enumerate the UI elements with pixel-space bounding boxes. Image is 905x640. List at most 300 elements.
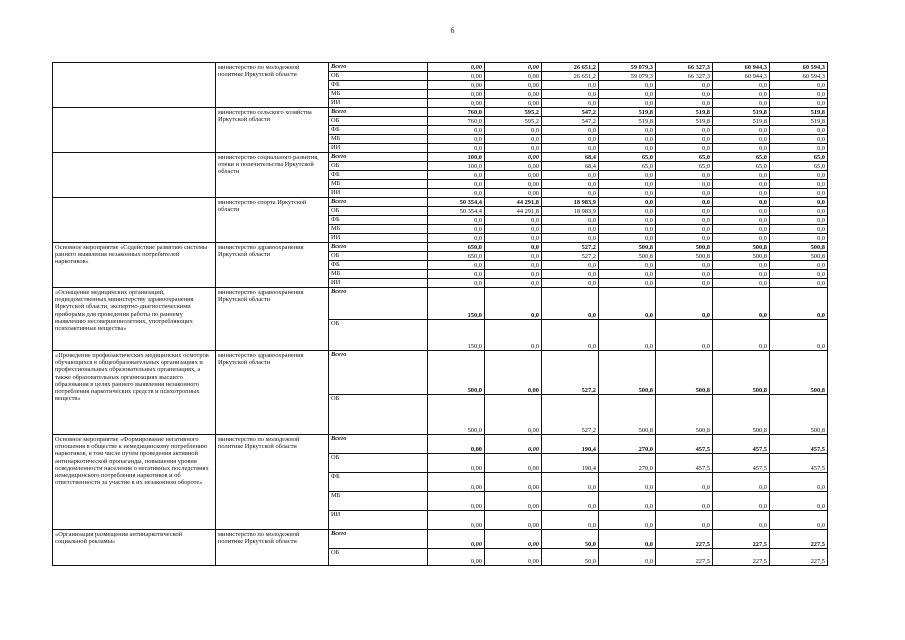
value-cell: 0,0 xyxy=(599,189,656,198)
value-cell: 100,0 xyxy=(428,153,485,162)
value-cell: 65,0 xyxy=(770,153,828,162)
measure-cell xyxy=(53,108,216,153)
value-cell: 0,0 xyxy=(599,126,656,135)
value-cell: 760,0 xyxy=(428,108,485,117)
value-cell: 60 594,3 xyxy=(770,72,828,81)
value-cell: 0,0 xyxy=(656,511,713,530)
measure-cell xyxy=(53,63,216,108)
value-cell: 0,0 xyxy=(770,99,828,108)
source-cell: ОБ xyxy=(329,117,428,126)
value-cell: 0,0 xyxy=(770,261,828,270)
value-cell: 0,0 xyxy=(656,225,713,234)
value-cell: 0,0 xyxy=(770,234,828,243)
value-cell: 0,0 xyxy=(542,234,599,243)
value-cell: 0,0 xyxy=(656,288,713,320)
source-cell: Всего xyxy=(329,108,428,117)
value-cell: 0,00 xyxy=(485,81,542,90)
source-cell: МБ xyxy=(329,492,428,511)
table-row xyxy=(53,351,828,395)
value-cell: 0,0 xyxy=(542,90,599,99)
value-cell: 0,0 xyxy=(656,492,713,511)
value-cell: 0,00 xyxy=(428,473,485,492)
value-cell: 500,8 xyxy=(599,252,656,261)
value-cell: 66 327,3 xyxy=(656,63,713,72)
value-cell: 519,8 xyxy=(599,108,656,117)
value-cell: 0,0 xyxy=(428,216,485,225)
value-cell: 0,0 xyxy=(485,126,542,135)
value-cell: 18 983,9 xyxy=(542,198,599,207)
value-cell: 0,0 xyxy=(428,234,485,243)
value-cell: 0,0 xyxy=(428,171,485,180)
value-cell: 0,0 xyxy=(713,492,770,511)
value-cell: 26 651,2 xyxy=(542,72,599,81)
measure-cell xyxy=(53,198,216,243)
source-cell: ФБ xyxy=(329,261,428,270)
value-cell: 500,8 xyxy=(770,252,828,261)
source-cell: ОБ xyxy=(329,549,428,566)
value-cell: 0,0 xyxy=(542,492,599,511)
value-cell: 59 079,3 xyxy=(599,72,656,81)
value-cell: 595,2 xyxy=(485,108,542,117)
value-cell: 0,00 xyxy=(428,530,485,549)
value-cell: 0,0 xyxy=(713,90,770,99)
value-cell: 0,00 xyxy=(428,454,485,473)
value-cell: 227,5 xyxy=(713,549,770,566)
value-cell: 60 944,3 xyxy=(713,72,770,81)
measure-cell: «Оснащение медицинских организаций, подведомственных министерству здравоохранения Иркутской области, экспертно-диагностическими приборами для проведения работы по раннему выявлению несовершеннолетних, употребляющих психоактивные вещества» xyxy=(53,288,216,351)
value-cell: 0,0 xyxy=(599,234,656,243)
value-cell: 0,0 xyxy=(656,207,713,216)
value-cell: 0,00 xyxy=(428,549,485,566)
value-cell: 0,0 xyxy=(713,81,770,90)
value-cell: 150,0 xyxy=(428,288,485,320)
source-cell: ОБ xyxy=(329,252,428,261)
value-cell: 0,0 xyxy=(599,81,656,90)
value-cell: 519,8 xyxy=(713,108,770,117)
source-cell: ИИ xyxy=(329,234,428,243)
value-cell: 0,0 xyxy=(713,511,770,530)
table-row xyxy=(53,243,828,252)
source-cell: Всего xyxy=(329,530,428,549)
source-cell: ФБ xyxy=(329,81,428,90)
value-cell: 0,0 xyxy=(542,473,599,492)
value-cell: 44 291,8 xyxy=(485,198,542,207)
source-cell: ОБ xyxy=(329,207,428,216)
value-cell: 50 354,4 xyxy=(428,198,485,207)
value-cell: 500,0 xyxy=(428,395,485,435)
value-cell: 65,0 xyxy=(656,153,713,162)
source-cell: Всего xyxy=(329,351,428,395)
source-cell: ИИ xyxy=(329,189,428,198)
value-cell: 500,8 xyxy=(599,351,656,395)
value-cell: 0,0 xyxy=(656,261,713,270)
value-cell: 0,0 xyxy=(656,171,713,180)
value-cell: 0,0 xyxy=(485,270,542,279)
value-cell: 0,0 xyxy=(428,189,485,198)
responsible-cell: министерство по молодежной политике Иркутской области xyxy=(216,63,329,108)
value-cell: 50,0 xyxy=(542,549,599,566)
value-cell: 0,0 xyxy=(713,144,770,153)
value-cell: 0,0 xyxy=(713,270,770,279)
value-cell: 0,00 xyxy=(485,171,542,180)
value-cell: 0,00 xyxy=(428,492,485,511)
source-cell: ОБ xyxy=(329,162,428,171)
value-cell: 0,0 xyxy=(656,216,713,225)
value-cell: 0,0 xyxy=(599,225,656,234)
source-cell: МБ xyxy=(329,270,428,279)
value-cell: 0,0 xyxy=(599,135,656,144)
source-cell: Всего xyxy=(329,153,428,162)
value-cell: 18 983,9 xyxy=(542,207,599,216)
value-cell: 59 079,3 xyxy=(599,63,656,72)
source-cell: ОБ xyxy=(329,72,428,81)
value-cell: 0,00 xyxy=(428,511,485,530)
value-cell: 500,8 xyxy=(770,243,828,252)
value-cell: 0,00 xyxy=(485,180,542,189)
value-cell: 0,0 xyxy=(713,473,770,492)
source-cell: Всего xyxy=(329,243,428,252)
value-cell: 0,0 xyxy=(542,225,599,234)
value-cell: 0,0 xyxy=(485,216,542,225)
value-cell: 0,00 xyxy=(428,72,485,81)
value-cell: 65,0 xyxy=(599,153,656,162)
value-cell: 0,0 xyxy=(770,270,828,279)
value-cell: 500,8 xyxy=(656,252,713,261)
source-cell: ФБ xyxy=(329,126,428,135)
value-cell: 500,8 xyxy=(656,395,713,435)
value-cell: 68,4 xyxy=(542,153,599,162)
source-cell: МБ xyxy=(329,135,428,144)
value-cell: 500,8 xyxy=(656,243,713,252)
value-cell: 0,0 xyxy=(770,198,828,207)
value-cell: 0,0 xyxy=(713,189,770,198)
value-cell: 0,0 xyxy=(485,288,542,320)
value-cell: 0,0 xyxy=(656,90,713,99)
value-cell: 0,0 xyxy=(656,144,713,153)
value-cell: 0,0 xyxy=(599,144,656,153)
value-cell: 0,00 xyxy=(485,549,542,566)
measure-cell: Основное мероприятие «Формирование негативного отношения в обществе к немедицинскому потреблению наркотиков, в том числе путем проведения активной антинаркотической пропаганды, повышения уровня осведомленности населения о негативных последствиях немедицинского потребления наркотиков и об ответственности за участие в их незаконном обороте» xyxy=(53,435,216,530)
value-cell: 0,0 xyxy=(713,207,770,216)
value-cell: 0,0 xyxy=(542,126,599,135)
value-cell: 527,2 xyxy=(542,243,599,252)
source-cell: МБ xyxy=(329,90,428,99)
value-cell: 500,8 xyxy=(713,395,770,435)
value-cell: 0,0 xyxy=(485,261,542,270)
value-cell: 0,0 xyxy=(599,171,656,180)
source-cell: ИИ xyxy=(329,279,428,288)
value-cell: 44 291,8 xyxy=(485,207,542,216)
value-cell: 0,0 xyxy=(542,288,599,320)
measure-cell xyxy=(53,153,216,198)
value-cell: 50 354,4 xyxy=(428,207,485,216)
responsible-cell: министерство спорта Иркутской области xyxy=(216,198,329,243)
source-cell: ФБ xyxy=(329,171,428,180)
value-cell: 0,0 xyxy=(770,180,828,189)
value-cell: 0,0 xyxy=(599,207,656,216)
value-cell: 0,0 xyxy=(770,81,828,90)
value-cell: 65,0 xyxy=(599,162,656,171)
value-cell: 519,8 xyxy=(770,108,828,117)
source-cell: Всего xyxy=(329,63,428,72)
value-cell: 0,0 xyxy=(713,261,770,270)
value-cell: 0,0 xyxy=(713,198,770,207)
responsible-cell: министерство по молодежной политике Иркутской области xyxy=(216,530,329,566)
value-cell: 60 594,3 xyxy=(770,63,828,72)
value-cell: 0,0 xyxy=(542,144,599,153)
measure-cell: «Проведение профилактических медицинских осмотров обучающихся в общеобразовательных организациях и профессиональных образовательных организациях, а также образовательных организациях высшего образования в целях раннего выявления незаконного потребления наркотических средств и психотропных веществ» xyxy=(53,351,216,435)
value-cell: 0,0 xyxy=(428,144,485,153)
value-cell: 0,0 xyxy=(599,99,656,108)
table-row xyxy=(53,435,828,454)
value-cell: 0,0 xyxy=(770,225,828,234)
value-cell: 0,0 xyxy=(713,216,770,225)
value-cell: 68,4 xyxy=(542,162,599,171)
value-cell: 595,2 xyxy=(485,117,542,126)
value-cell: 0,0 xyxy=(713,288,770,320)
value-cell: 0,0 xyxy=(599,90,656,99)
value-cell: 0,0 xyxy=(542,511,599,530)
value-cell: 500,8 xyxy=(770,395,828,435)
value-cell: 227,5 xyxy=(770,549,828,566)
responsible-cell: министерство социального развития, опеки и попечительства Иркутской области xyxy=(216,153,329,198)
value-cell: 519,8 xyxy=(770,117,828,126)
value-cell: 0,0 xyxy=(713,135,770,144)
value-cell: 0,00 xyxy=(485,72,542,81)
value-cell: 0,00 xyxy=(485,395,542,435)
value-cell: 527,2 xyxy=(542,252,599,261)
value-cell: 0,0 xyxy=(599,530,656,549)
value-cell: 0,0 xyxy=(599,320,656,351)
source-cell: Всего xyxy=(329,288,428,320)
value-cell: 0,00 xyxy=(428,81,485,90)
value-cell: 0,0 xyxy=(485,135,542,144)
value-cell: 0,0 xyxy=(770,511,828,530)
value-cell: 0,0 xyxy=(599,261,656,270)
value-cell: 0,0 xyxy=(428,126,485,135)
value-cell: 0,0 xyxy=(656,320,713,351)
value-cell: 0,0 xyxy=(770,135,828,144)
value-cell: 60 944,3 xyxy=(713,63,770,72)
value-cell: 0,0 xyxy=(542,216,599,225)
value-cell: 0,00 xyxy=(485,473,542,492)
value-cell: 500,8 xyxy=(713,243,770,252)
value-cell: 0,0 xyxy=(656,180,713,189)
value-cell: 0,0 xyxy=(542,320,599,351)
value-cell: 0,0 xyxy=(599,198,656,207)
value-cell: 0,0 xyxy=(599,473,656,492)
value-cell: 0,0 xyxy=(599,511,656,530)
value-cell: 0,00 xyxy=(428,435,485,454)
value-cell: 227,5 xyxy=(713,530,770,549)
value-cell: 527,2 xyxy=(542,395,599,435)
value-cell: 100,0 xyxy=(428,162,485,171)
value-cell: 150,0 xyxy=(428,320,485,351)
value-cell: 500,8 xyxy=(656,351,713,395)
source-cell: ОБ xyxy=(329,320,428,351)
value-cell: 270,0 xyxy=(599,435,656,454)
table-row xyxy=(53,153,828,162)
value-cell: 0,0 xyxy=(713,180,770,189)
value-cell: 0,0 xyxy=(599,549,656,566)
source-cell: МБ xyxy=(329,225,428,234)
value-cell: 0,00 xyxy=(485,63,542,72)
value-cell: 0,0 xyxy=(542,99,599,108)
value-cell: 500,8 xyxy=(770,351,828,395)
measure-cell: «Организация размещения антинаркотической социальной рекламы» xyxy=(53,530,216,566)
value-cell: 0,0 xyxy=(770,189,828,198)
responsible-cell: министерство здравоохранения Иркутской области xyxy=(216,351,329,435)
value-cell: 0,0 xyxy=(770,126,828,135)
table-row xyxy=(53,530,828,549)
value-cell: 0,0 xyxy=(656,99,713,108)
value-cell: 0,00 xyxy=(485,530,542,549)
value-cell: 0,0 xyxy=(485,225,542,234)
source-cell: ИИ xyxy=(329,99,428,108)
value-cell: 0,0 xyxy=(770,492,828,511)
value-cell: 0,0 xyxy=(713,99,770,108)
value-cell: 0,0 xyxy=(428,225,485,234)
value-cell: 0,0 xyxy=(542,180,599,189)
value-cell: 65,0 xyxy=(770,162,828,171)
value-cell: 519,8 xyxy=(656,117,713,126)
value-cell: 0,0 xyxy=(656,473,713,492)
value-cell: 0,0 xyxy=(599,492,656,511)
source-cell: ФБ xyxy=(329,473,428,492)
value-cell: 270,0 xyxy=(599,454,656,473)
responsible-cell: министерство здравоохранения Иркутской области xyxy=(216,243,329,288)
value-cell: 547,2 xyxy=(542,117,599,126)
value-cell: 65,0 xyxy=(713,153,770,162)
table-row xyxy=(53,198,828,207)
value-cell: 0,0 xyxy=(770,207,828,216)
value-cell: 0,00 xyxy=(485,90,542,99)
value-cell: 0,0 xyxy=(770,320,828,351)
value-cell: 0,0 xyxy=(770,473,828,492)
value-cell: 500,0 xyxy=(428,351,485,395)
value-cell: 519,8 xyxy=(713,117,770,126)
value-cell: 0,0 xyxy=(485,144,542,153)
value-cell: 0,0 xyxy=(542,261,599,270)
value-cell: 457,5 xyxy=(656,454,713,473)
value-cell: 0,0 xyxy=(485,243,542,252)
source-cell: ОБ xyxy=(329,395,428,435)
value-cell: 650,0 xyxy=(428,243,485,252)
value-cell: 26 651,2 xyxy=(542,63,599,72)
value-cell: 0,0 xyxy=(428,180,485,189)
value-cell: 0,0 xyxy=(770,279,828,288)
value-cell: 0,0 xyxy=(542,171,599,180)
value-cell: 0,00 xyxy=(428,63,485,72)
value-cell: 0,0 xyxy=(656,126,713,135)
value-cell: 0,00 xyxy=(485,351,542,395)
budget-table xyxy=(52,62,828,566)
value-cell: 0,0 xyxy=(713,279,770,288)
source-cell: МБ xyxy=(329,180,428,189)
value-cell: 0,0 xyxy=(713,225,770,234)
source-cell: ИИ xyxy=(329,144,428,153)
value-cell: 0,00 xyxy=(485,153,542,162)
value-cell: 0,0 xyxy=(485,234,542,243)
value-cell: 0,00 xyxy=(485,511,542,530)
value-cell: 0,0 xyxy=(713,320,770,351)
value-cell: 0,0 xyxy=(770,144,828,153)
value-cell: 0,0 xyxy=(485,252,542,261)
value-cell: 0,0 xyxy=(770,288,828,320)
value-cell: 500,8 xyxy=(713,351,770,395)
value-cell: 65,0 xyxy=(713,162,770,171)
source-cell: ИИ xyxy=(329,511,428,530)
value-cell: 0,0 xyxy=(770,90,828,99)
value-cell: 0,00 xyxy=(485,99,542,108)
value-cell: 500,8 xyxy=(599,243,656,252)
responsible-cell: министерство сельского хозяйства Иркутской области xyxy=(216,108,329,153)
value-cell: 0,0 xyxy=(713,126,770,135)
value-cell: 0,00 xyxy=(485,189,542,198)
value-cell: 0,0 xyxy=(485,320,542,351)
value-cell: 0,0 xyxy=(656,189,713,198)
table-row xyxy=(53,288,828,320)
value-cell: 0,0 xyxy=(428,135,485,144)
value-cell: 66 327,3 xyxy=(656,72,713,81)
value-cell: 0,0 xyxy=(599,279,656,288)
value-cell: 0,0 xyxy=(599,288,656,320)
value-cell: 519,8 xyxy=(656,108,713,117)
value-cell: 0,0 xyxy=(542,189,599,198)
value-cell: 527,2 xyxy=(542,351,599,395)
value-cell: 457,5 xyxy=(770,435,828,454)
value-cell: 0,0 xyxy=(656,270,713,279)
value-cell: 0,0 xyxy=(599,270,656,279)
value-cell: 227,5 xyxy=(656,530,713,549)
value-cell: 0,0 xyxy=(656,81,713,90)
source-cell: ФБ xyxy=(329,216,428,225)
value-cell: 500,8 xyxy=(599,395,656,435)
value-cell: 0,00 xyxy=(485,162,542,171)
value-cell: 0,0 xyxy=(599,216,656,225)
value-cell: 0,0 xyxy=(428,270,485,279)
value-cell: 190,4 xyxy=(542,435,599,454)
value-cell: 0,0 xyxy=(770,171,828,180)
table-row xyxy=(53,63,828,72)
source-cell: ОБ xyxy=(329,454,428,473)
value-cell: 227,5 xyxy=(770,530,828,549)
source-cell: Всего xyxy=(329,435,428,454)
value-cell: 0,00 xyxy=(428,90,485,99)
value-cell: 0,0 xyxy=(428,261,485,270)
value-cell: 0,00 xyxy=(485,454,542,473)
value-cell: 0,0 xyxy=(542,135,599,144)
source-cell: Всего xyxy=(329,198,428,207)
value-cell: 519,8 xyxy=(599,117,656,126)
value-cell: 0,0 xyxy=(542,279,599,288)
measure-cell: Основное мероприятие «Содействие развитию системы раннего выявления незаконных потребителей наркотиков» xyxy=(53,243,216,288)
responsible-cell: министерство здравоохранения Иркутской области xyxy=(216,288,329,351)
value-cell: 0,0 xyxy=(542,270,599,279)
value-cell: 0,0 xyxy=(656,198,713,207)
value-cell: 0,00 xyxy=(485,492,542,511)
page-number: 6 xyxy=(450,26,455,35)
table-row xyxy=(53,108,828,117)
value-cell: 0,00 xyxy=(485,435,542,454)
value-cell: 760,0 xyxy=(428,117,485,126)
value-cell: 50,0 xyxy=(542,530,599,549)
value-cell: 0,0 xyxy=(599,180,656,189)
value-cell: 227,5 xyxy=(656,549,713,566)
value-cell: 457,5 xyxy=(713,435,770,454)
value-cell: 0,0 xyxy=(485,279,542,288)
value-cell: 0,0 xyxy=(656,234,713,243)
